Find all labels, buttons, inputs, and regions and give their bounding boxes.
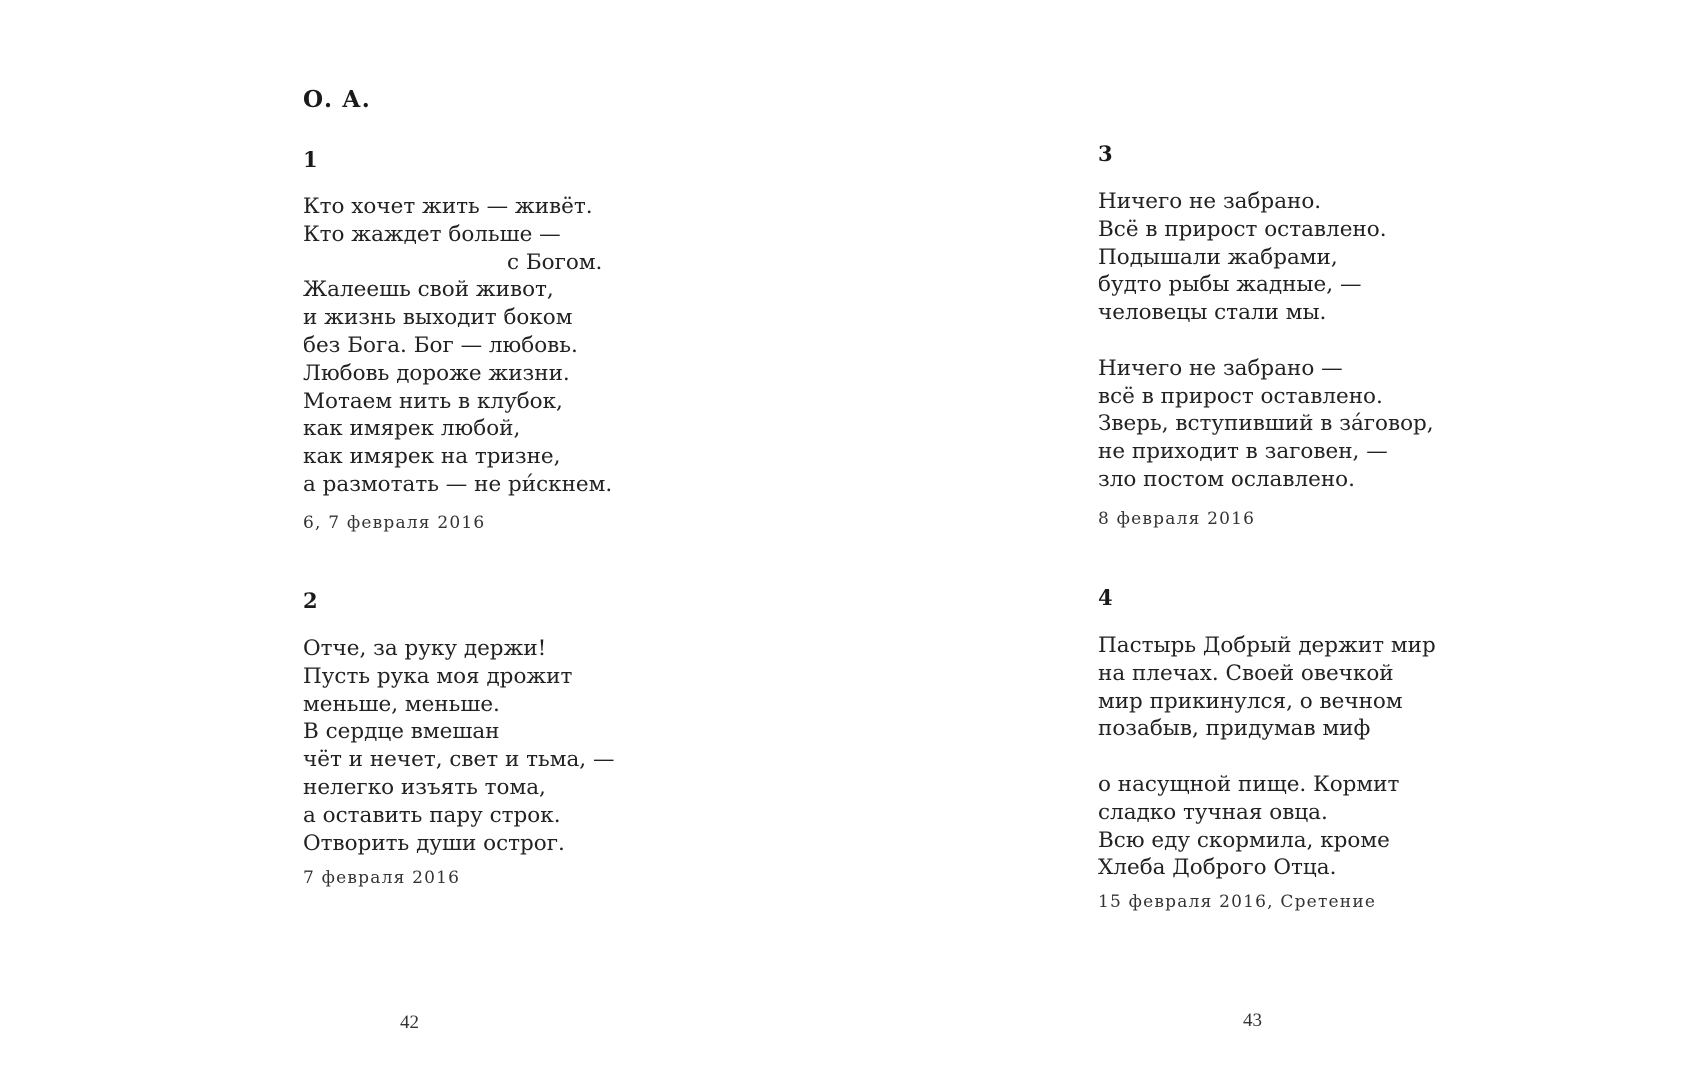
stanza-break [1098,327,1434,355]
poem-line: как имярек на тризне, [303,444,561,470]
poem-line: зло постом ославлено. [1098,466,1355,492]
poem-line: меньше, меньше. [303,691,500,717]
poem-line: нелегко изъять тома, [303,774,546,800]
right-page [845,0,1690,1080]
poem-number-3: 3 [1098,141,1113,166]
poem-line: не приходит в заговен, — [1098,439,1388,465]
poem-line: Хлеба Доброго Отца. [1098,855,1337,881]
poem-3-date: 8 февраля 2016 [1098,509,1256,529]
poem-line: Мотаем нить в клубок, [303,388,563,414]
poem-line: Отворить души острог. [303,830,565,856]
poem-2-text [303,635,614,857]
poem-line: сладко тучная овца. [1098,799,1328,825]
poem-line: будто рыбы жадные, — [1098,272,1362,298]
poem-line: Кто хочет жить — живёт. [303,194,593,219]
poem-line: Отче, за руку держи! [303,636,547,661]
poem-line: Всю еду скормила, кроме [1098,827,1390,853]
poem-number-4: 4 [1098,585,1113,610]
poem-3-text [1098,188,1434,494]
poem-line: всё в прирост оставлено. [1098,383,1383,409]
poem-line: Зверь, вступивший в за́говор, [1098,411,1434,437]
poem-line: на плечах. Своей овечкой [1098,660,1394,686]
poem-line: Пастырь Добрый держит мир [1098,633,1436,658]
page-number-right: 43 [1243,1010,1262,1031]
poem-line: Ничего не забрано — [1098,355,1343,381]
stanza-break [1098,743,1436,771]
poem-line: Любовь дороже жизни. [303,360,570,386]
poem-line: без Бога. Бог — любовь. [303,332,578,358]
poem-line: о насущной пище. Кормит [1098,771,1400,797]
poem-line: человецы стали мы. [1098,300,1327,326]
poem-1-text [303,193,612,499]
page-number-left: 42 [400,1012,419,1033]
poem-number-1: 1 [303,147,318,172]
poem-line: Пусть рука моя дрожит [303,663,573,689]
poem-line: Всё в прирост оставлено. [1098,216,1387,242]
poem-line: Кто жаждет больше — [303,221,561,247]
poem-line: Жалеешь свой живот, [303,277,554,303]
poem-line: а оставить пару строк. [303,802,561,828]
poem-line: чёт и нечет, свет и тьма, — [303,747,615,773]
poem-line: мир прикинулся, о вечном [1098,688,1403,714]
poem-4-text [1098,632,1436,882]
poem-line: с Богом. [507,249,603,275]
poem-line: и жизнь выходит боком [303,305,573,331]
poem-line: Подышали жабрами, [1098,244,1338,270]
section-heading: О. А. [303,86,371,113]
poem-line: В сердце вмешан [303,719,500,745]
poem-1-date: 6, 7 февраля 2016 [303,513,486,533]
poem-line: позабыв, придумав миф [1098,716,1371,742]
poem-line: а размотать — не ри́скнем. [303,471,613,497]
poem-number-2: 2 [303,588,318,613]
poem-2-date: 7 февраля 2016 [303,868,461,888]
poem-4-date: 15 февраля 2016, Сретение [1098,892,1377,912]
poem-line: как имярек любой, [303,416,521,442]
poem-line: Ничего не забрано. [1098,189,1322,214]
